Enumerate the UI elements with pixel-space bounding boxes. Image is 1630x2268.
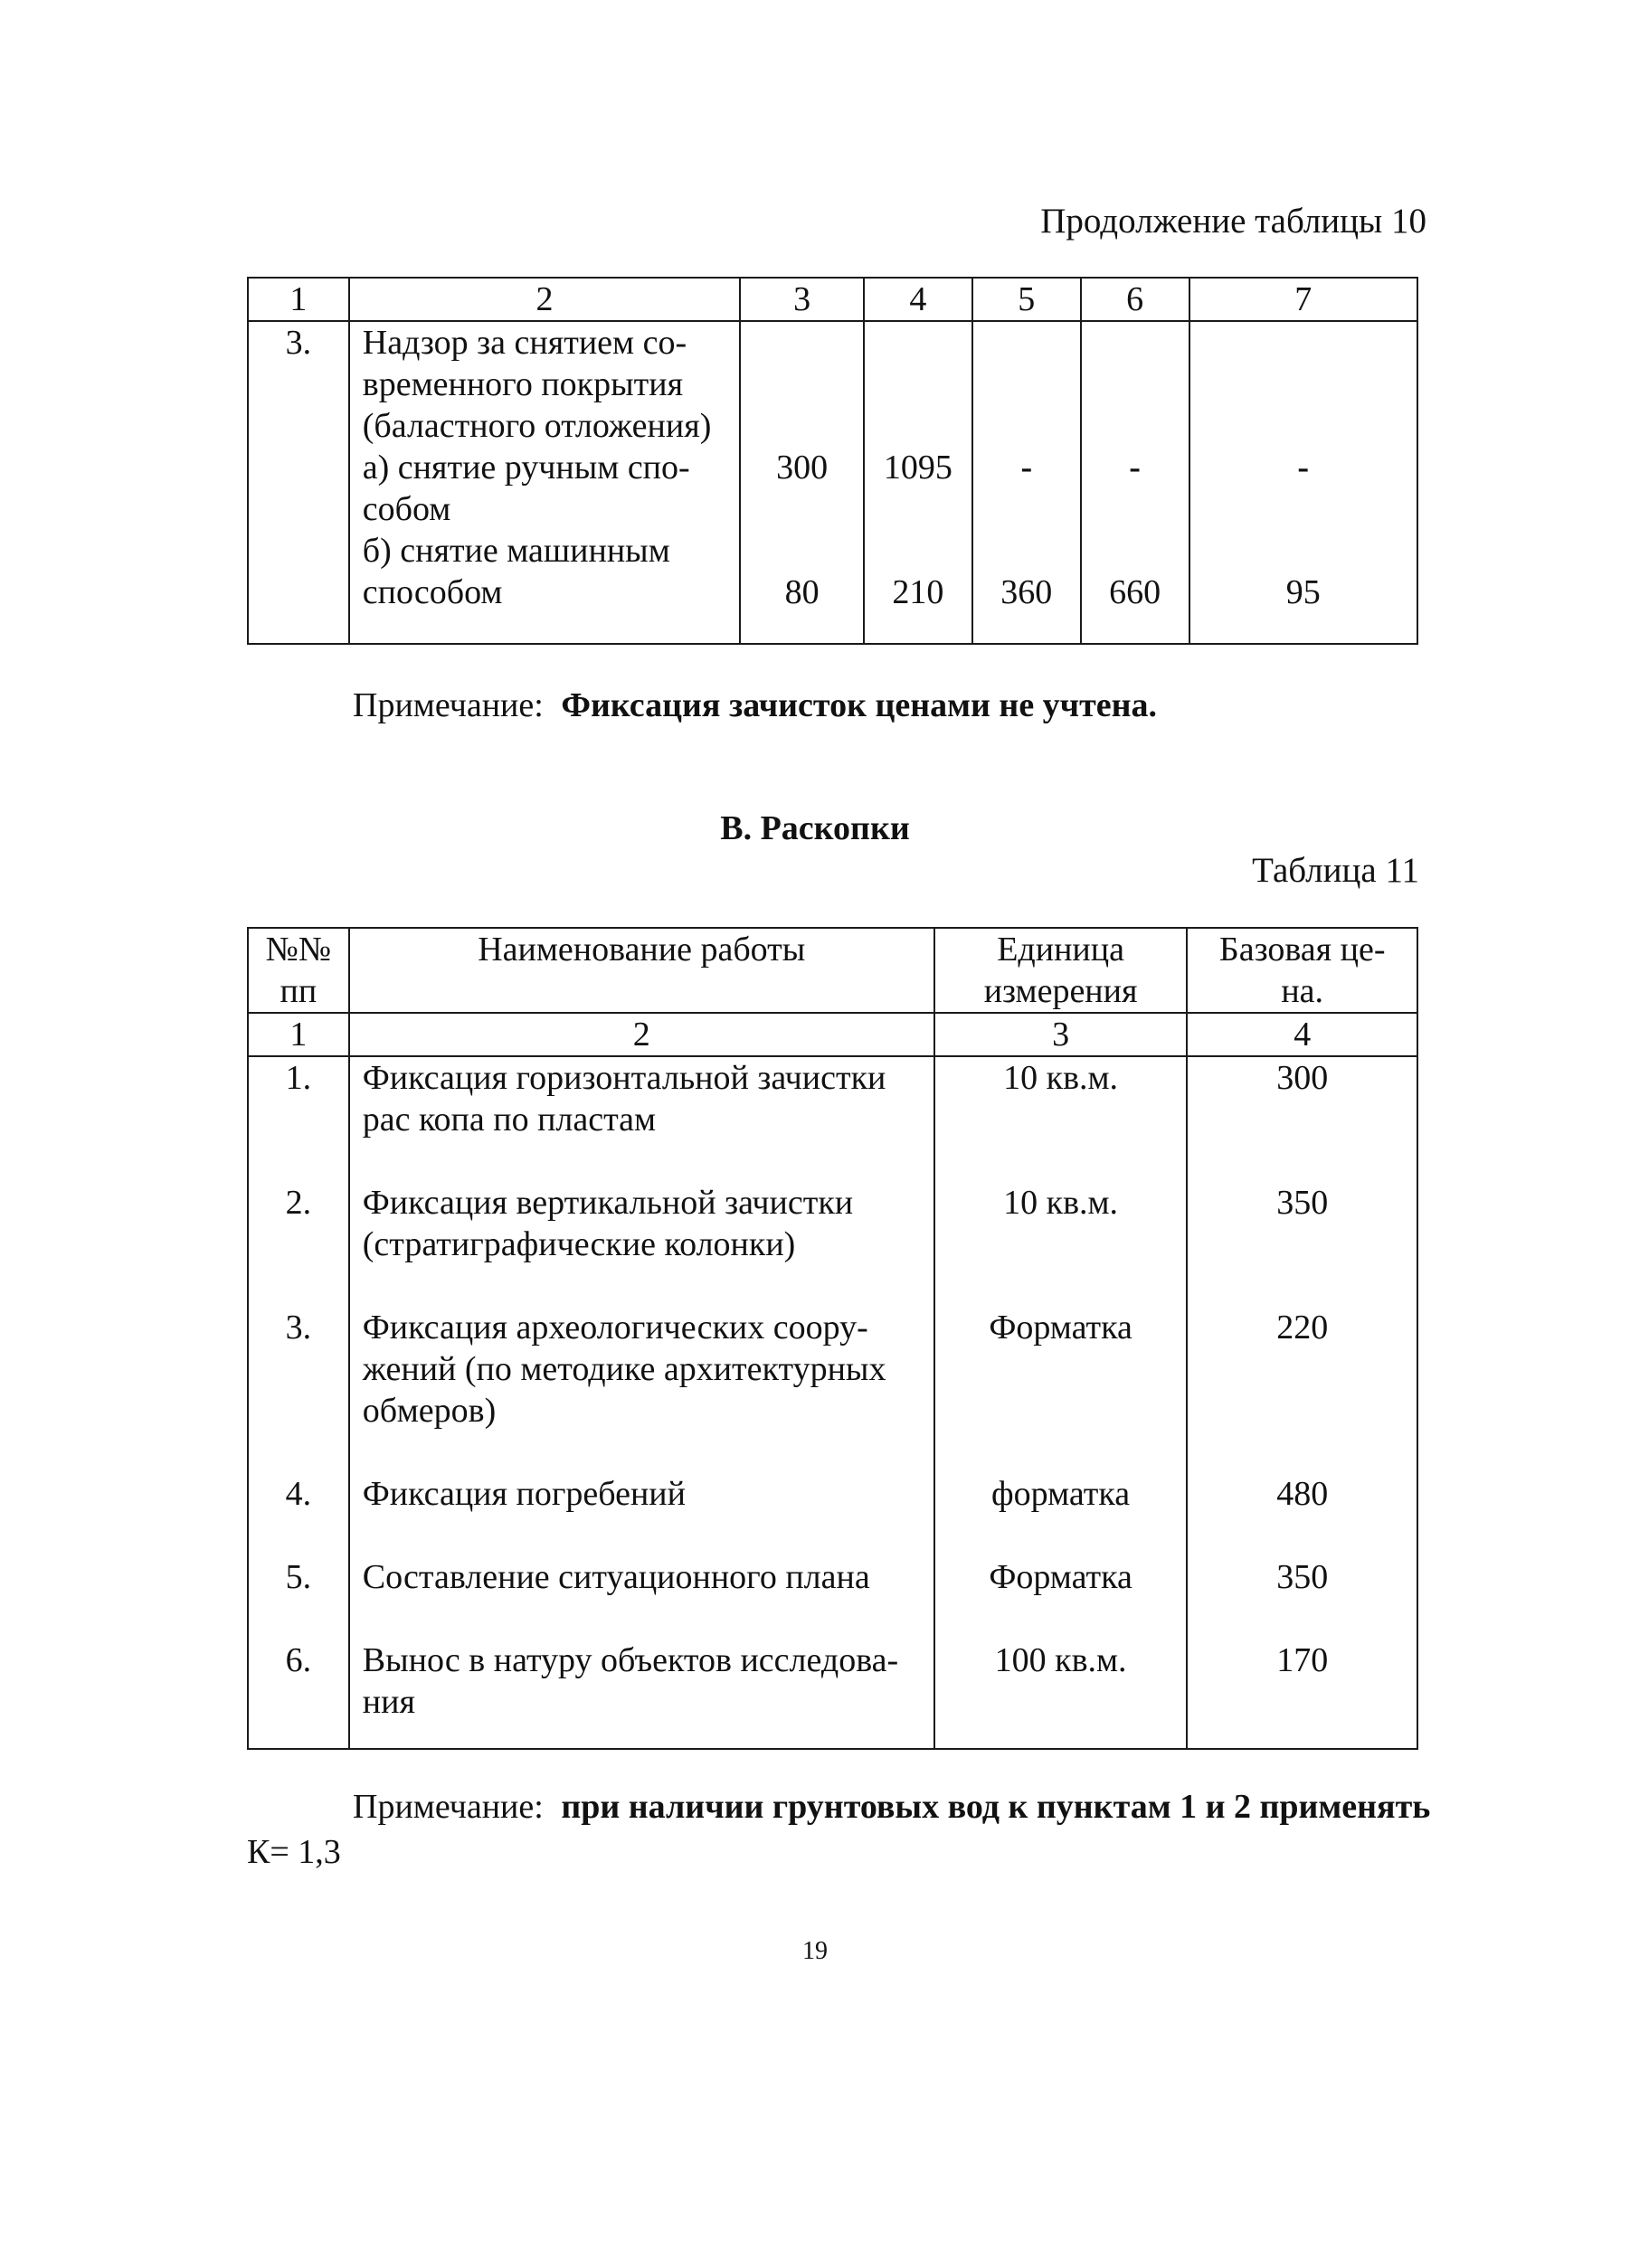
t10-row-description xyxy=(349,321,740,644)
table-row-unit: 10 кв.м. xyxy=(1003,1059,1119,1097)
continuation-caption: Продолжение таблицы 10 xyxy=(1040,202,1426,241)
t11-prices-column xyxy=(1187,1056,1417,1749)
t10-sub-a-line: а) снятие ручным спо- xyxy=(362,449,690,487)
t11-colnum: 1 xyxy=(248,1013,349,1056)
t10-col-4: 4 xyxy=(864,278,972,321)
table-row-price: 480 xyxy=(1276,1475,1329,1513)
t10-value-a: - xyxy=(1020,449,1033,487)
page-number: 19 xyxy=(802,1937,828,1965)
t10-values-col-4 xyxy=(864,321,972,644)
t10-col-3: 3 xyxy=(740,278,864,321)
t10-value-a: - xyxy=(1129,449,1141,487)
table-row-price: 170 xyxy=(1276,1641,1329,1679)
t10-col-7: 7 xyxy=(1189,278,1417,321)
t10-sub-b-line: способом xyxy=(362,573,503,611)
table-row-unit: форматка xyxy=(991,1475,1131,1513)
table-11-caption: Таблица 11 xyxy=(1252,851,1419,890)
table-row-unit: 100 кв.м. xyxy=(994,1641,1127,1679)
table-row-number: 6. xyxy=(285,1641,312,1679)
table-row-price: 220 xyxy=(1276,1309,1329,1347)
table-row-unit: Форматка xyxy=(989,1558,1132,1596)
t10-col-5: 5 xyxy=(972,278,1081,321)
t11-header-price xyxy=(1187,928,1417,1013)
table-row-name: Фиксация археологических соору- xyxy=(362,1309,868,1347)
t10-title-line: временного покрытия xyxy=(362,365,684,403)
table-row-price: 350 xyxy=(1276,1558,1329,1596)
section-title: В. Раскопки xyxy=(720,809,910,847)
t11-colnum: 3 xyxy=(934,1013,1188,1056)
t10-title-line: Надзор за снятием со- xyxy=(362,324,687,362)
table-row-name: Составление ситуационного плана xyxy=(362,1558,870,1596)
table-10-row xyxy=(248,321,1417,644)
table-row-number: 1. xyxy=(285,1059,312,1097)
table-row-number: 4. xyxy=(285,1475,312,1513)
table-row-number: 3. xyxy=(285,1309,312,1347)
t11-colnum: 2 xyxy=(349,1013,934,1056)
t10-row-number: 3. xyxy=(248,321,349,644)
table-row-name: (стратиграфические колонки) xyxy=(362,1225,796,1263)
t10-value-a: 1095 xyxy=(883,449,952,487)
t11-header-unit-line: измерения xyxy=(983,972,1138,1010)
t11-header-number-line: №№ xyxy=(265,931,332,969)
table-row-name: ния xyxy=(362,1683,415,1721)
table-10 xyxy=(247,277,1418,645)
table-row-name: Вынос в натуру объектов исследова- xyxy=(362,1641,899,1679)
table-row-price: 300 xyxy=(1276,1059,1329,1097)
t11-units-column xyxy=(934,1056,1188,1749)
t10-values-col-6 xyxy=(1081,321,1189,644)
note-2-coefficient: К= 1,3 xyxy=(247,1833,341,1871)
t10-sub-b-line: б) снятие машинным xyxy=(362,532,670,570)
note-2 xyxy=(353,1787,1430,1827)
table-11-header-row xyxy=(248,928,1417,1013)
table-row-unit: Форматка xyxy=(989,1309,1132,1347)
t10-value-b: 210 xyxy=(892,573,944,611)
t10-value-a: - xyxy=(1297,449,1310,487)
t10-title-line: (баластного отложения) xyxy=(362,407,712,445)
t10-value-b: 360 xyxy=(1000,573,1053,611)
t10-col-2: 2 xyxy=(349,278,740,321)
table-10-header-row xyxy=(248,278,1417,321)
table-row-price: 350 xyxy=(1276,1184,1329,1222)
table-row-unit: 10 кв.м. xyxy=(1003,1184,1119,1222)
t10-col-6: 6 xyxy=(1081,278,1189,321)
t11-header-name: Наименование работы xyxy=(349,928,934,1013)
t10-values-col-3 xyxy=(740,321,864,644)
table-row-name: Фиксация погребений xyxy=(362,1475,686,1513)
t10-sub-a-line: собом xyxy=(362,490,451,528)
note-2-label: Примечание: xyxy=(353,1788,544,1826)
t11-numbers-column xyxy=(248,1056,349,1749)
note-1-text: Фиксация зачисток ценами не учтена. xyxy=(561,686,1158,724)
table-row-name: рас копа по пластам xyxy=(362,1101,657,1139)
t11-header-price-line: на. xyxy=(1281,972,1324,1010)
note-2-text: при наличии грунтовых вод к пунктам 1 и 2 применять xyxy=(561,1788,1431,1826)
t10-value-b: 95 xyxy=(1285,573,1321,611)
table-row-number: 2. xyxy=(285,1184,312,1222)
t11-body-row xyxy=(248,1056,1417,1749)
table-row-number: 5. xyxy=(285,1558,312,1596)
table-row-name: обмеров) xyxy=(362,1392,497,1430)
t11-colnum: 4 xyxy=(1187,1013,1417,1056)
table-row-name: Фиксация вертикальной зачистки xyxy=(362,1184,854,1222)
table-11 xyxy=(247,927,1418,1750)
t11-header-number-line: пп xyxy=(280,972,317,1010)
table-row-name: жений (по методике архитектурных xyxy=(362,1350,886,1388)
table-row-name: Фиксация горизонтальной зачистки xyxy=(362,1059,886,1097)
t10-values-col-5 xyxy=(972,321,1081,644)
t11-header-price-line: Базовая це- xyxy=(1218,931,1386,969)
t11-names-column xyxy=(349,1056,934,1749)
t10-value-b: 660 xyxy=(1109,573,1161,611)
note-1 xyxy=(353,685,1157,725)
t11-header-number xyxy=(248,928,349,1013)
t10-col-1: 1 xyxy=(248,278,349,321)
t11-column-numbers-row xyxy=(248,1013,1417,1056)
t10-value-b: 80 xyxy=(784,573,820,611)
t11-header-unit-line: Единица xyxy=(997,931,1124,969)
t10-values-col-7 xyxy=(1189,321,1417,644)
note-1-label: Примечание: xyxy=(353,686,544,724)
t10-value-a: 300 xyxy=(776,449,829,487)
t11-header-unit xyxy=(934,928,1188,1013)
